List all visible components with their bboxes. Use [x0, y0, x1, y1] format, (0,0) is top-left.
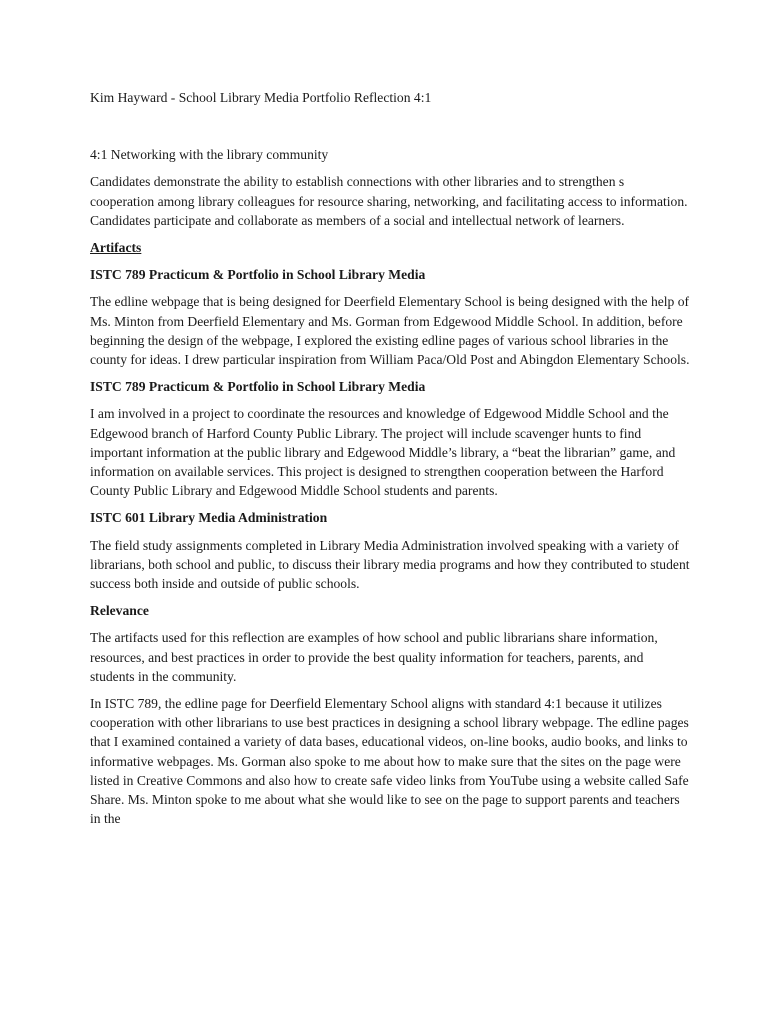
- intro-paragraph: Candidates demonstrate the ability to establish connections with other libraries and to strengthen s cooperation among library colleagues for resource sharing, networking, and facilitating access to information. Candidates participate and collaborate as members of a social and intellectual network of learners.: [90, 174, 688, 228]
- relevance-paragraph: The artifacts used for this reflection are examples of how school and public librarians share information, resources, and best practices in order to provide the best quality information for teachers, parents, and students in the community.: [90, 630, 658, 684]
- artifact-heading: ISTC 789 Practicum & Portfolio in School Library Media: [90, 267, 426, 283]
- artifacts-heading: Artifacts: [90, 240, 142, 256]
- relevance-heading: Relevance: [90, 603, 149, 619]
- artifact-heading: ISTC 789 Practicum & Portfolio in School Library Media: [90, 379, 426, 395]
- relevance-paragraph: In ISTC 789, the edline page for Deerfield Elementary School aligns with standard 4:1 because it utilizes cooperation with other librarians to use best practices in designing a school library webpage. The edline pages that I examined contained a variety of data bases, educational videos, on-line books, audio books, and links to informative webpages. Ms. Gorman also spoke to me about how to make sure that the sites on the page were listed in Creative Commons and also how to create safe video links from YouTube using a website called Safe Share. Ms. Minton spoke to me about what she would like to see on the page to support parents and teachers in the: [90, 696, 689, 827]
- document-page: [90, 88, 690, 837]
- artifact-paragraph: I am involved in a project to coordinate the resources and knowledge of Edgewood Middle School and the Edgewood branch of Harford County Public Library. The project will include scavenger hunts to find important information at the public library and Edgewood Middle’s library, a “beat the librarian” game, and information on available services. This project is designed to strengthen cooperation between the Harford County Public Library and Edgewood Middle School students and parents.: [90, 406, 676, 499]
- artifact-paragraph: The field study assignments completed in Library Media Administration involved speaking with a variety of librarians, both school and public, to discuss their library media programs and how they contributed to student success both inside and outside of public schools.: [90, 537, 690, 592]
- artifact-paragraph: The edline webpage that is being designed for Deerfield Elementary School is being designed with the help of Ms. Minton from Deerfield Elementary and Ms. Gorman from Edgewood Middle School. In addition, before beginning the design of the webpage, I explored the existing edline pages of various school libraries in the county for ideas. I drew particular inspiration from William Paca/Old Post and Abingdon Elementary Schools.: [90, 294, 690, 368]
- document-title: Kim Hayward - School Library Media Portfolio Reflection 4:1: [90, 90, 432, 105]
- section-heading: 4:1 Networking with the library community: [90, 147, 329, 163]
- artifact-heading: ISTC 601 Library Media Administration: [90, 510, 328, 526]
